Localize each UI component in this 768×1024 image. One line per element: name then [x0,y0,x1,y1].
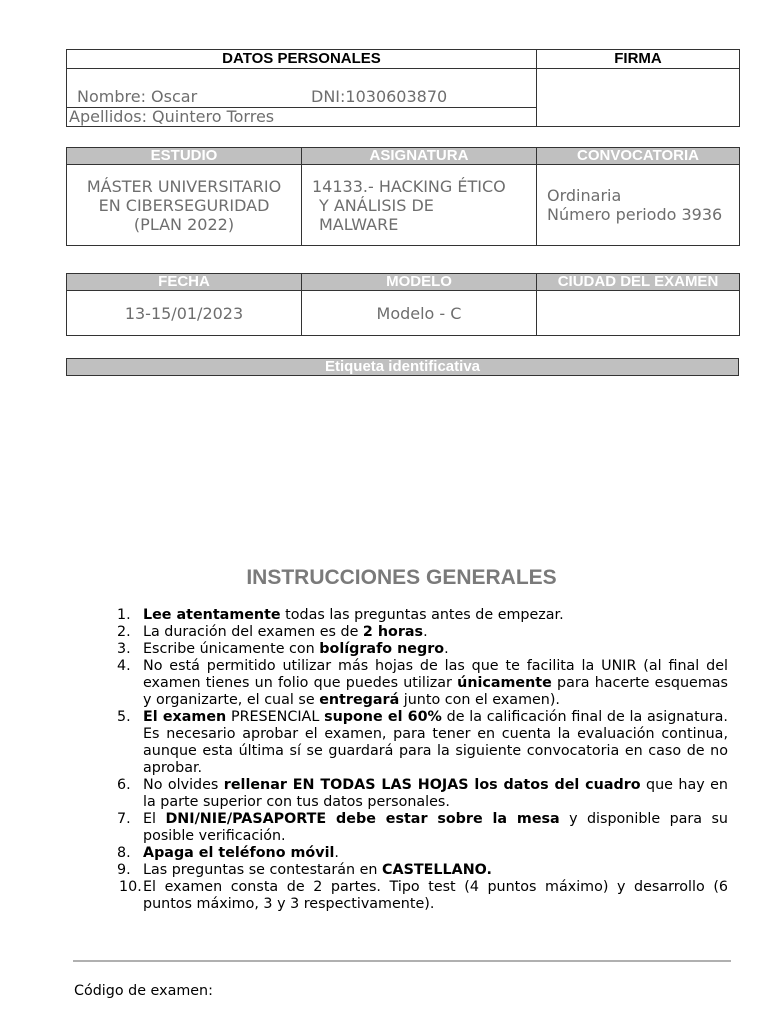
instruction-bold-text: rellenar EN TODAS LAS HOJAS los datos del cuadro [223,777,641,793]
study-line: (PLAN 2022) [133,214,235,234]
instruction-bold-text: Apaga el teléfono móvil [143,845,335,861]
instruction-number: 1. [117,607,131,623]
instructions-title: INSTRUCCIONES GENERALES [246,566,557,589]
instruction-text: El [143,811,166,827]
instruction-bold-text: entregará [319,692,400,708]
instruction-bold-text: supone el 60% [324,709,442,725]
instruction-number: 7. [117,811,131,827]
instruction-item [117,862,728,879]
call-line: Ordinaria [547,186,622,205]
instruction-item [119,879,728,913]
study-header: ESTUDIO [67,148,302,165]
study-cell [67,165,302,246]
subject-line: MALWARE [319,214,399,234]
instruction-bold-text: DNI/NIE/PASAPORTE debe estar sobre la mesa [165,811,560,827]
instruction-item [117,658,728,709]
city-header: CIUDAD DEL EXAMEN [537,274,740,291]
instruction-text: y disponible para su posible verificación. [143,811,728,844]
exam-code-label: Código de examen: [74,983,213,999]
study-line: MÁSTER UNIVERSITARIO [86,176,282,196]
call-header: CONVOCATORIA [537,148,740,165]
instruction-text: para hacerte esquemas y organizarte, el cual se [143,675,728,708]
instruction-number: 3. [117,641,131,657]
instruction-bold-text: Lee atentamente [143,607,281,623]
label-table [66,358,739,376]
instruction-item [117,641,728,658]
instruction-item [117,607,728,624]
model-value: Modelo - C [302,291,537,336]
instruction-number: 8. [117,845,131,861]
subject-header: ASIGNATURA [302,148,537,165]
subject-line: Y ANÁLISIS DE [319,195,434,215]
instruction-text: El examen consta de 2 partes. Tipo test (4 puntos máximo) y desarrollo (6 puntos máximo, 3 y 3 respectivamente). [143,879,728,912]
date-header: FECHA [67,274,302,291]
instruction-text: PRESENCIAL [226,709,325,725]
subject-cell [302,165,537,246]
city-value [537,291,740,336]
instruction-bold-text: bolígrafo negro [319,641,445,657]
date-value: 13-15/01/2023 [67,291,302,336]
divider [73,960,731,962]
model-header: MODELO [302,274,537,291]
instruction-bold-text: El examen [143,709,227,725]
instructions-list [117,607,728,913]
instruction-number: 9. [117,862,131,878]
label-header: Etiqueta identificativa [67,359,739,376]
signature-header: FIRMA [537,50,740,69]
instruction-text: No olvides [143,777,224,793]
instruction-text: . [444,641,449,657]
instruction-number: 10. [119,879,142,895]
instruction-text: . [423,624,428,640]
instruction-item [117,777,728,811]
instruction-bold-text: únicamente [457,675,552,691]
call-cell [537,165,740,246]
instruction-item [117,845,728,862]
instruction-text: junto con el examen). [399,692,560,708]
instruction-number: 4. [117,658,131,674]
subject-line: 14133.- HACKING ÉTICO [312,176,506,196]
instruction-text: Las preguntas se contestarán en [143,862,383,878]
course-table [66,147,740,246]
instruction-number: 5. [117,709,131,725]
instruction-text: La duración del examen es de [143,624,363,640]
name-field: Nombre: Oscar [77,87,198,106]
personal-data-header: DATOS PERSONALES [67,50,537,69]
call-line: Número periodo 3936 [547,205,723,224]
instruction-bold-text: 2 horas [362,624,424,640]
instruction-number: 6. [117,777,131,793]
instruction-item [117,624,728,641]
instruction-text: . [334,845,339,861]
name-cell [67,69,537,108]
instruction-text: Escribe únicamente con [143,641,320,657]
personal-data-table [66,49,740,127]
signature-box [537,69,740,127]
instruction-number: 2. [117,624,131,640]
exam-table [66,273,740,336]
instruction-item [117,811,728,845]
instruction-item [117,709,728,777]
instruction-bold-text: CASTELLANO. [382,862,492,878]
instruction-text: No está permitido utilizar más hojas de las que te facilita la UNIR (al final del examen tienes un folio que puedes utilizar [143,658,728,691]
study-line: EN CIBERSEGURIDAD [98,195,270,215]
instruction-text: todas las preguntas antes de empezar. [280,607,564,623]
instruction-text: que hay en la parte superior con tus datos personales. [143,777,728,810]
instruction-text: de la calificación final de la asignatura. Es necesario aprobar el examen, para tener en cuenta la evaluación continua, aunque esta última sí se guardará para la siguiente convocatoria en caso de no aprobar. [143,709,728,776]
dni-field: DNI:1030603870 [311,87,448,106]
surname-field: Apellidos: Quintero Torres [67,108,537,127]
